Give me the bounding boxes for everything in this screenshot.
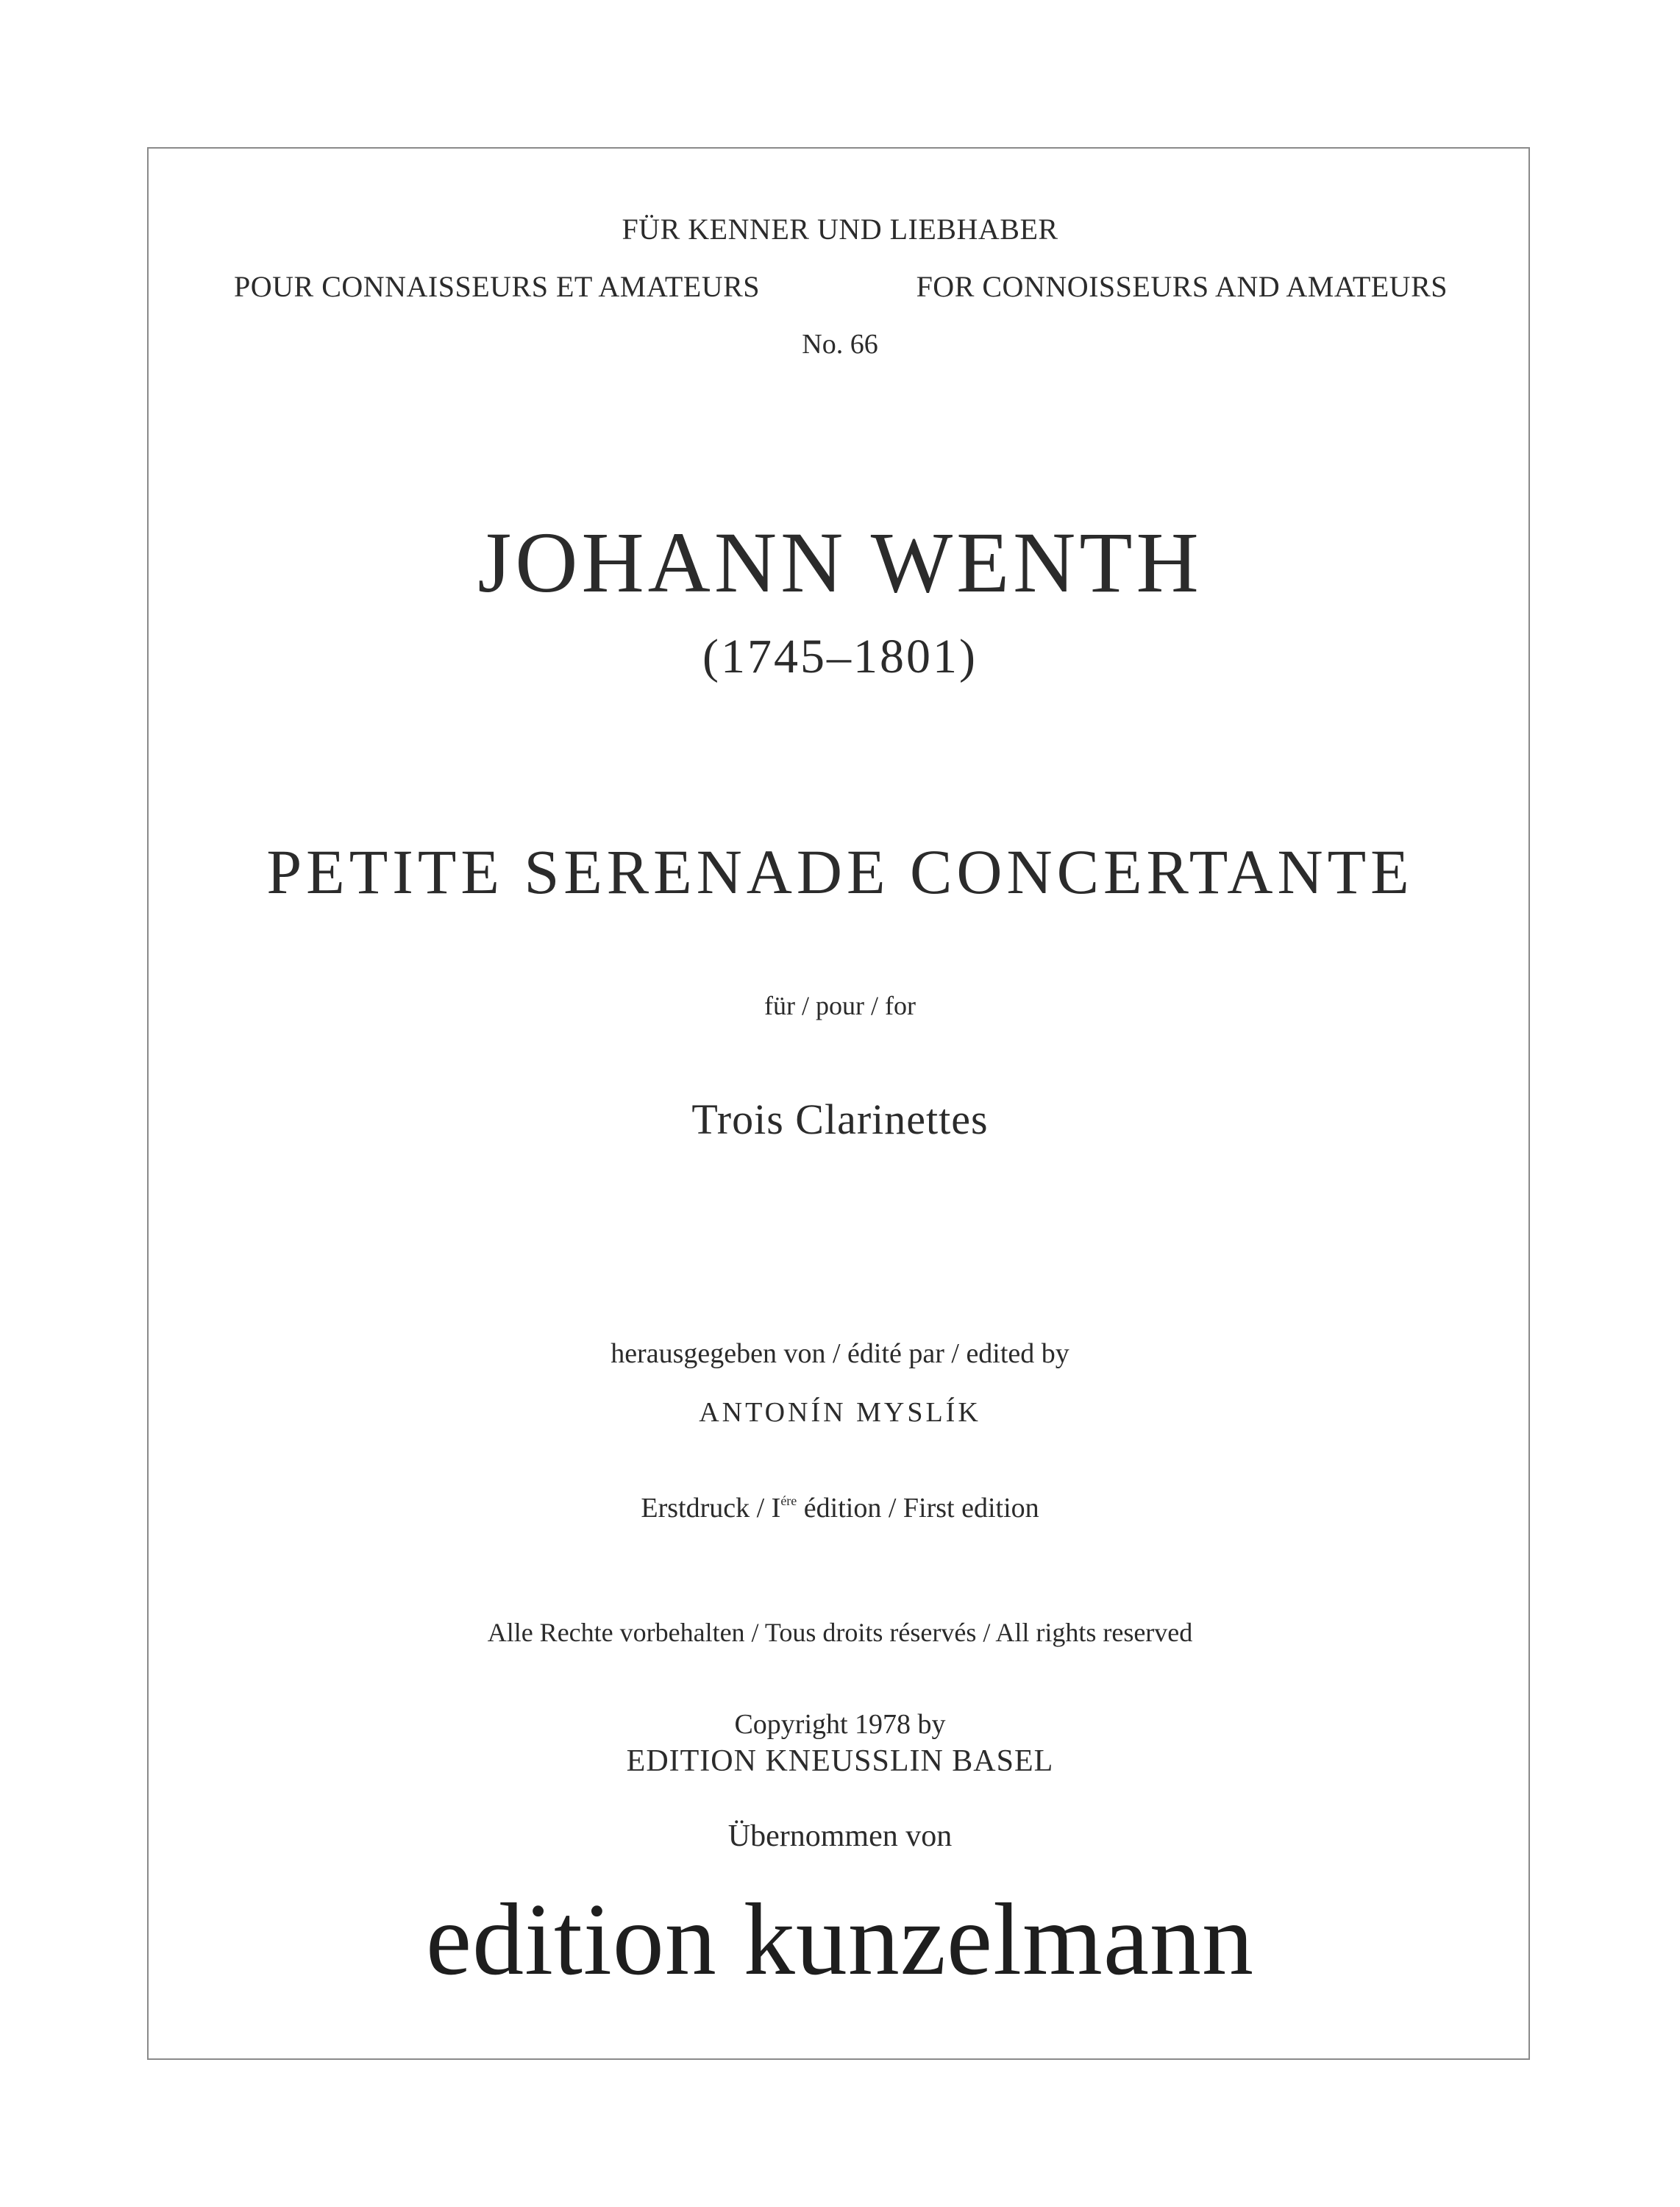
work-title: PETITE SERENADE CONCERTANTE — [266, 836, 1414, 907]
series-number: No. 66 — [802, 329, 878, 360]
taken-over-label: Übernommen von — [727, 1819, 953, 1853]
composer-name: JOHANN WENTH — [477, 514, 1203, 611]
for-label: für / pour / for — [764, 991, 916, 1020]
edited-by-label: herausgegeben von / édité par / edited by — [611, 1338, 1069, 1369]
first-edition-prefix: Erstdruck / I — [641, 1493, 781, 1524]
series-title-english: FOR CONNOISSEURS AND AMATEURS — [916, 270, 1448, 303]
first-edition-note — [0, 1492, 1680, 1524]
series-title-row — [234, 269, 1448, 304]
editor-name: ANTONÍN MYSLÍK — [699, 1397, 981, 1428]
series-title-french: POUR CONNAISSEURS ET AMATEURS — [234, 270, 761, 303]
rights-notice: Alle Rechte vorbehalten / Tous droits réservés / All rights reserved — [487, 1618, 1193, 1647]
series-title-german: FÜR KENNER UND LIEBHABER — [622, 213, 1058, 246]
instrumentation: Trois Clarinettes — [691, 1095, 989, 1143]
copyright-line: Copyright 1978 by — [734, 1709, 946, 1740]
first-edition-superscript: ére — [780, 1493, 797, 1508]
publisher-brand: edition kunzelmann — [425, 1883, 1255, 1997]
original-publisher: EDITION KNEUSSLIN BASEL — [626, 1744, 1054, 1778]
first-edition-suffix: édition / First edition — [797, 1493, 1039, 1524]
composer-dates: (1745–1801) — [702, 630, 978, 683]
